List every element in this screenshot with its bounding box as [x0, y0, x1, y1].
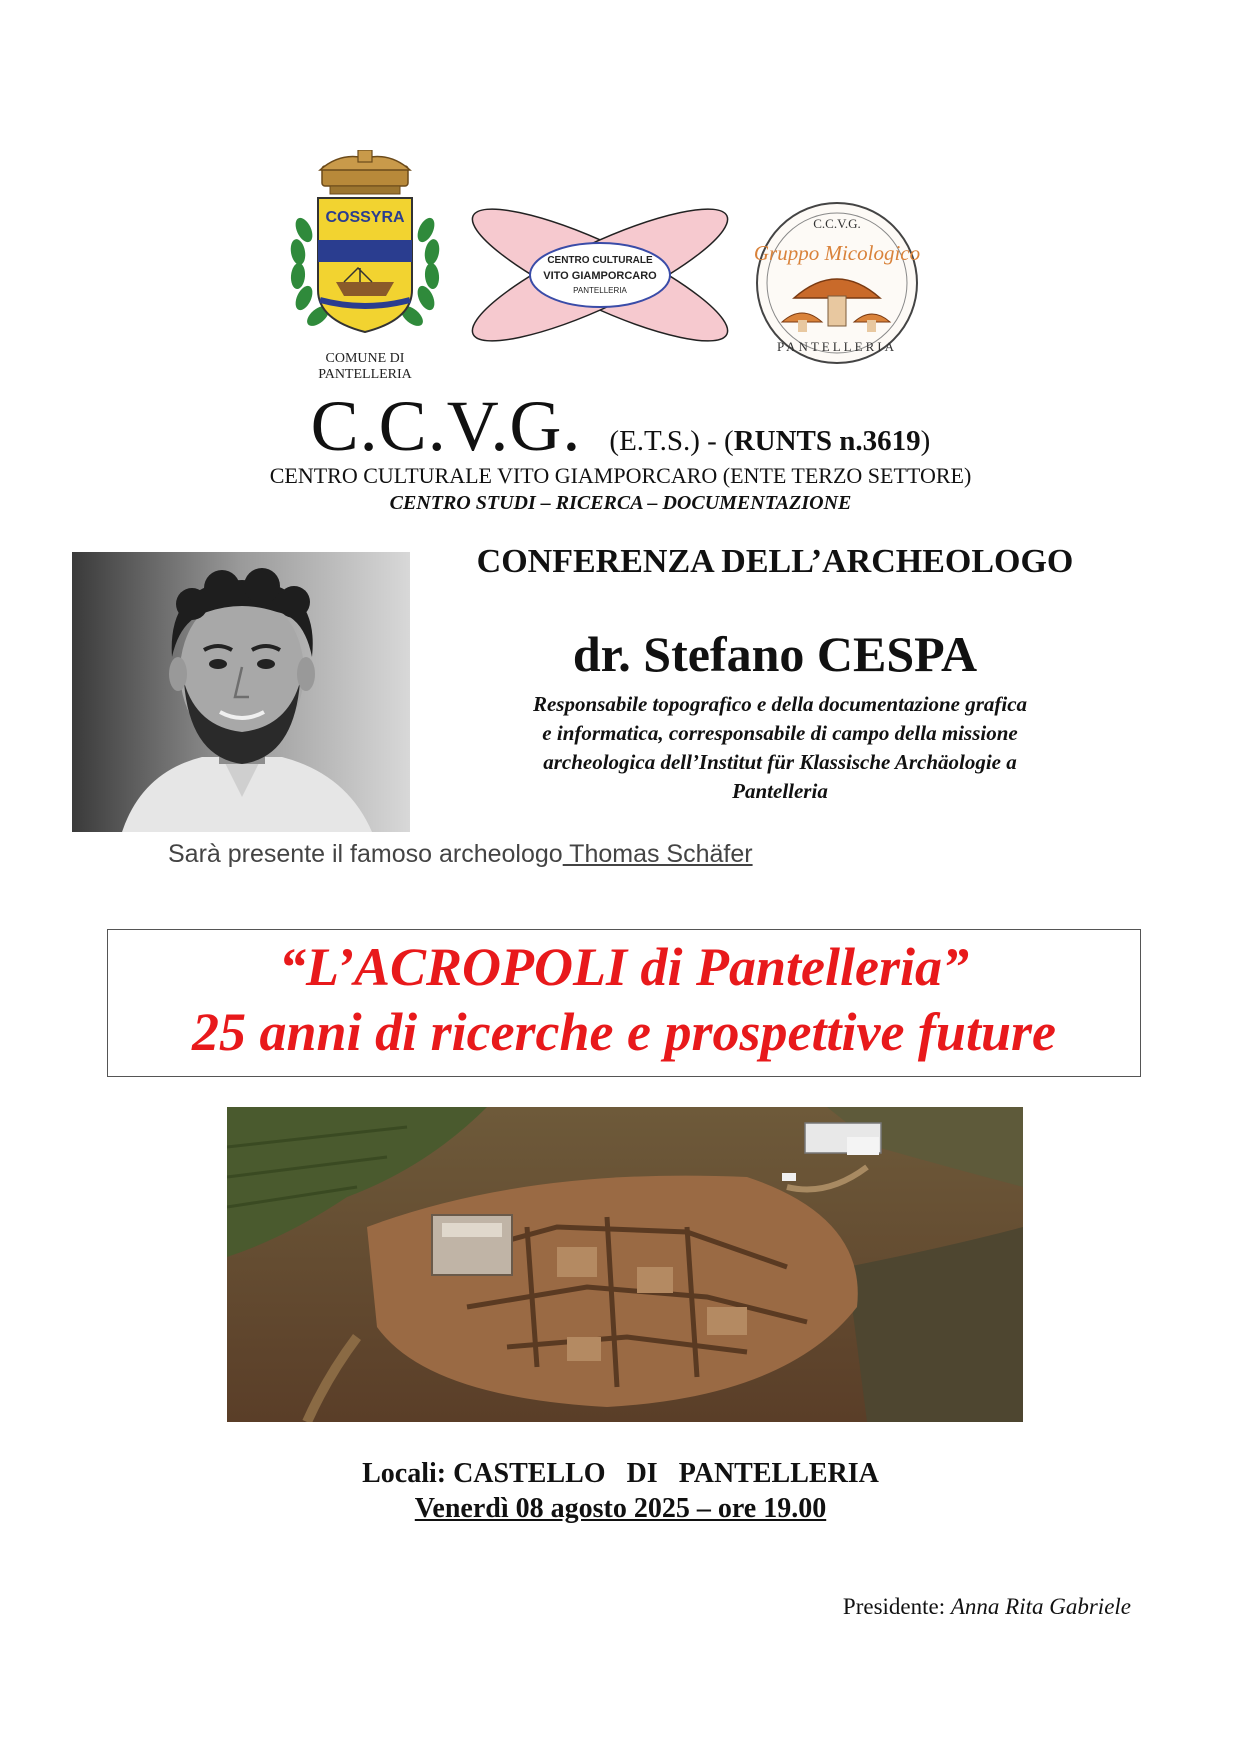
venue-location: Locali: CASTELLO DI PANTELLERIA	[362, 1458, 879, 1489]
comune-caption-line2: PANTELLERIA	[318, 367, 412, 380]
speaker-portrait	[72, 552, 410, 832]
venue-date-line	[0, 1493, 1241, 1525]
organization-acronym: C.C.V.G.	[310, 386, 582, 466]
speaker-role-line: archeologica dell’Institut für Klassische Archäologie a	[543, 750, 1017, 774]
guest-name: Thomas Schäfer	[562, 840, 753, 868]
president-name: Anna Rita Gabriele	[950, 1594, 1131, 1619]
venue-date: Venerdì 08 agosto 2025 – ore 19.00	[414, 1493, 827, 1524]
event-title-box	[107, 929, 1141, 1077]
acropolis-aerial-photo	[227, 1107, 1023, 1422]
president-label: Presidente:	[842, 1594, 951, 1619]
speaker-role-line: Pantelleria	[732, 779, 828, 803]
shield-icon	[318, 198, 412, 332]
comune-caption-line1: COMUNE DI	[325, 351, 405, 366]
organization-runts: RUNTS n.3619	[733, 425, 921, 457]
conference-label: CONFERENZA DELL’ARCHEOLOGO	[476, 543, 1074, 580]
speaker-role-line: Responsabile topografico e della documentazione grafica	[532, 692, 1028, 716]
svg-text:COSSYRA: COSSYRA	[325, 209, 405, 226]
organization-runts-close: )	[920, 425, 931, 457]
gruppo-logo-bottom: PANTELLERIA	[777, 339, 897, 354]
gruppo-micologico-logo	[752, 198, 922, 368]
ccvg-logo-line3: PANTELLERIA	[573, 286, 627, 295]
speaker-role-line: e informatica, corresponsabile di campo della missione	[542, 721, 1018, 745]
guest-prefix: Sarà presente il famoso archeologo	[168, 840, 563, 868]
event-subtitle: 25 anni di ricerche e prospettive future	[192, 1002, 1056, 1062]
gruppo-logo-script: Gruppo Micologico	[753, 241, 921, 265]
organization-fullname: CENTRO CULTURALE VITO GIAMPORCARO (ENTE TERZO SETTORE)	[269, 463, 972, 488]
guest-line	[168, 840, 753, 869]
event-title: “L’ACROPOLI di Pantelleria”	[278, 937, 969, 997]
gruppo-logo-top: C.C.V.G.	[813, 216, 861, 231]
centro-culturale-logo	[470, 200, 730, 350]
organization-ets: (E.T.S.) - (	[609, 425, 734, 457]
crown-icon	[320, 150, 410, 194]
organization-subtitle: CENTRO STUDI – RICERCA – DOCUMENTAZIONE	[389, 492, 852, 514]
speaker-role	[450, 690, 1110, 806]
ccvg-logo-line1: CENTRO CULTURALE	[547, 255, 653, 266]
comune-di-pantelleria-logo	[280, 150, 450, 380]
organization-header	[0, 385, 1241, 468]
speaker-name: dr. Stefano CESPA	[572, 626, 978, 682]
president-signature	[843, 1594, 1131, 1620]
ccvg-logo-line2: VITO GIAMPORCARO	[543, 270, 657, 282]
